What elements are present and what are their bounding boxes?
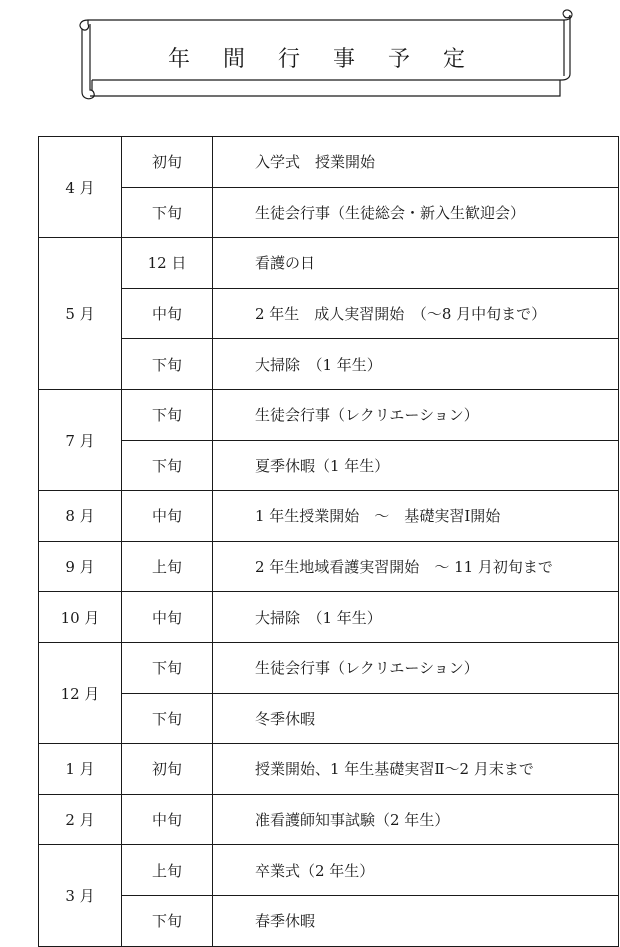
month-cell: 8 月 [39, 491, 122, 542]
period-cell: 下旬 [122, 339, 213, 390]
month-cell: 12 月 [39, 642, 122, 743]
event-cell: 看護の日 [213, 238, 619, 289]
table-row [39, 389, 619, 440]
month-cell: 1 月 [39, 744, 122, 795]
table-row [39, 744, 619, 795]
period-cell: 中旬 [122, 491, 213, 542]
period-cell: 上旬 [122, 845, 213, 896]
table-row [39, 440, 619, 491]
page-title: 年 間 行 事 予 定 [168, 47, 478, 72]
event-cell: 1 年生授業開始 ～ 基礎実習Ⅰ開始 [213, 491, 619, 542]
table-row [39, 642, 619, 693]
table-row [39, 541, 619, 592]
period-cell: 下旬 [122, 187, 213, 238]
event-cell: 冬季休暇 [213, 693, 619, 744]
event-cell: 生徒会行事（レクリエーション） [213, 389, 619, 440]
event-cell: 春季休暇 [213, 895, 619, 946]
period-cell: 中旬 [122, 794, 213, 845]
period-cell: 初旬 [122, 137, 213, 188]
event-cell: 2 年生地域看護実習開始 ～ 11 月初旬まで [213, 541, 619, 592]
event-cell: 夏季休暇（1 年生） [213, 440, 619, 491]
period-cell: 中旬 [122, 288, 213, 339]
month-cell: 10 月 [39, 592, 122, 643]
period-cell: 下旬 [122, 895, 213, 946]
table-row [39, 491, 619, 542]
schedule-body [39, 137, 619, 947]
period-cell: 下旬 [122, 389, 213, 440]
event-cell: 大掃除 （1 年生） [213, 592, 619, 643]
event-cell: 卒業式（2 年生） [213, 845, 619, 896]
event-cell: 授業開始、1 年生基礎実習Ⅱ～2 月末まで [213, 744, 619, 795]
event-cell: 生徒会行事（生徒総会・新入生歓迎会） [213, 187, 619, 238]
table-row [39, 794, 619, 845]
event-cell: 大掃除 （1 年生） [213, 339, 619, 390]
month-cell: 2 月 [39, 794, 122, 845]
event-cell: 准看護師知事試験（2 年生） [213, 794, 619, 845]
month-cell: 9 月 [39, 541, 122, 592]
event-cell: 入学式 授業開始 [213, 137, 619, 188]
event-cell: 2 年生 成人実習開始 （～8 月中旬まで） [213, 288, 619, 339]
period-cell: 下旬 [122, 440, 213, 491]
period-cell: 初旬 [122, 744, 213, 795]
table-row [39, 238, 619, 289]
period-cell: 12 日 [122, 238, 213, 289]
month-cell: 4 月 [39, 137, 122, 238]
table-row [39, 288, 619, 339]
table-row [39, 339, 619, 390]
month-cell: 7 月 [39, 389, 122, 490]
table-row [39, 187, 619, 238]
table-row [39, 693, 619, 744]
month-cell: 5 月 [39, 238, 122, 390]
month-cell: 3 月 [39, 845, 122, 946]
period-cell: 上旬 [122, 541, 213, 592]
schedule-table [38, 136, 619, 947]
event-cell: 生徒会行事（レクリエーション） [213, 642, 619, 693]
table-row [39, 137, 619, 188]
period-cell: 下旬 [122, 693, 213, 744]
period-cell: 下旬 [122, 642, 213, 693]
table-row [39, 895, 619, 946]
table-row [39, 845, 619, 896]
period-cell: 中旬 [122, 592, 213, 643]
table-row [39, 592, 619, 643]
